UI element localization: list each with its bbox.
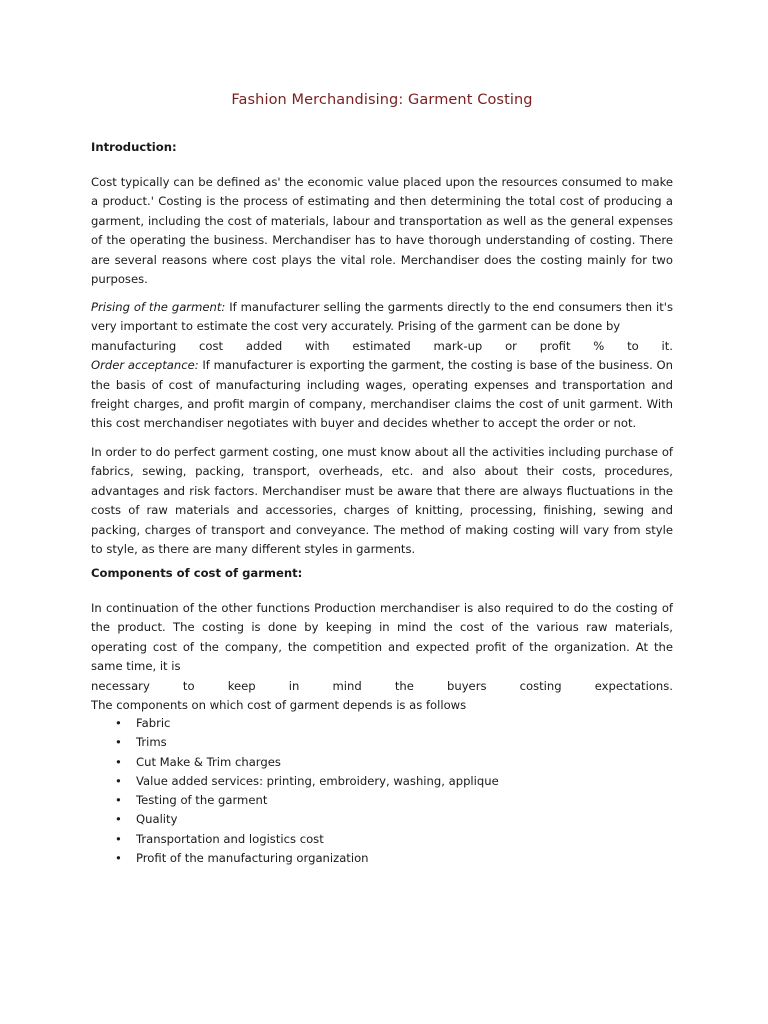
- bullet-icon: •: [115, 831, 122, 846]
- prising-label: Prising of the garment:: [91, 300, 226, 314]
- bullet-icon: •: [115, 812, 122, 827]
- bullet-icon: •: [115, 793, 122, 808]
- bullet-icon: •: [115, 735, 122, 750]
- list-item: • Transportation and logistics cost: [115, 830, 499, 849]
- prising-text-end: manufacturing cost added with estimated mark-up or profit % to it.: [91, 338, 673, 353]
- components-text-justified: necessary to keep in mind the buyers costing expectations.: [91, 678, 673, 693]
- order-label: Order acceptance:: [91, 358, 199, 373]
- purposes-paragraph: [91, 298, 673, 434]
- list-item: • Value added services: printing, embroidery, washing, applique: [115, 772, 499, 791]
- prising-text: If manufacturer selling the garments directly to the end consumers then it's very important to estimate the cost very accurately. Prising of the garment can be done by: [91, 300, 673, 334]
- bullet-icon: •: [115, 716, 122, 730]
- prising-block: [91, 298, 673, 337]
- list-item: • Testing of the garment: [115, 791, 499, 810]
- order-block: [91, 356, 673, 434]
- list-item: • Quality: [115, 810, 499, 829]
- components-heading: Components of cost of garment:: [91, 566, 303, 580]
- activities-paragraph: In order to do perfect garment costing, one must know about all the activities including purchase of fabrics, sewing, packing, transport, overheads, etc. and also about their costs, procedures, advantages and risk factors. Merchandiser must be aware that there are always fluctuations in the costs of raw materials and accessories, charges of knitting, processing, finishing, sewing and packing, charges of transport and conveyance. The method of making costing will vary from style to style, as there are many different styles in garments.: [91, 445, 673, 557]
- list-item: • Trims: [115, 733, 499, 752]
- components-paragraph: [91, 599, 673, 715]
- components-text-end: The components on which cost of garment depends is as follows: [91, 698, 467, 713]
- bullet-icon: •: [115, 851, 122, 866]
- intro-paragraph: Cost typically can be defined as' the economic value placed upon the resources consumed to make a product.' Costing is the process of estimating and then determining the total cost of producing a garment, including the cost of materials, labour and transportation as well as the general expenses of the operating the business. Merchandiser has to have thorough understanding of costing. There are several reasons where cost plays the vital role. Merchandiser does the costing mainly for two purposes.: [91, 175, 673, 287]
- page-title: Fashion Merchandising: Garment Costing: [231, 92, 533, 108]
- list-item: • Fabric: [115, 714, 499, 733]
- list-item: • Cut Make & Trim charges: [115, 753, 499, 772]
- order-text: If manufacturer is exporting the garment, the costing is base of the business. On the basis of cost of manufacturing including wages, operating expenses and transportation and freight charges, and profit margin of company, merchandiser claims the cost of unit garment. With this cost merchandiser negotiates with buyer and decides whether to accept the order or not.: [91, 358, 673, 431]
- introduction-heading: Introduction:: [91, 140, 177, 154]
- bullet-icon: •: [115, 773, 122, 788]
- list-item: • Profit of the manufacturing organization: [115, 849, 499, 868]
- components-text: In continuation of the other functions Production merchandiser is also required to do the costing of the product. The costing is done by keeping in mind the cost of the various raw materials, operating cost of the company, the competition and expected profit of the organization. At the same time, it is: [91, 601, 673, 674]
- components-list: [115, 714, 499, 868]
- bullet-icon: •: [115, 754, 122, 769]
